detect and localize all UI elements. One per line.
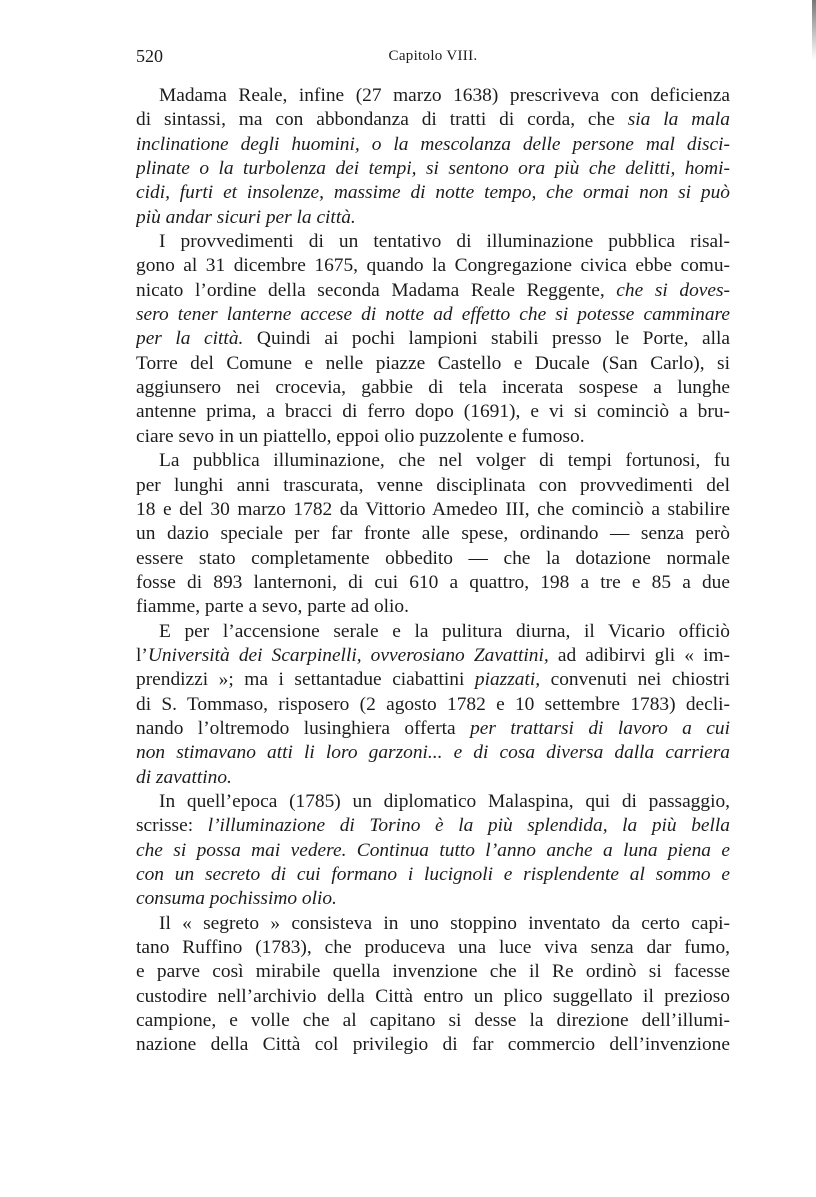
text-line: fiamme, parte a sevo, parte ad olio. — [136, 596, 409, 618]
text-run: convenuti nei chiostri — [540, 669, 730, 691]
text-line — [136, 279, 730, 303]
text-run: prendizzi »; ma i settantadue ciabattini — [136, 669, 475, 691]
text-run: nando l’oltremodo lusinghiera offerta — [136, 717, 471, 739]
text-line: Torre del Comune e nelle piazze Castello e Ducale (San Carlo), si — [136, 352, 730, 374]
text-line: tano Ruffino (1783), che produceva una luce viva senza dar fumo, — [136, 937, 730, 959]
paragraph-1 — [136, 84, 730, 230]
page-number: 520 — [136, 46, 163, 66]
quoted-italic: sia la mala — [627, 109, 730, 131]
quoted-italic: piazzati, — [474, 669, 541, 691]
body-text — [136, 84, 730, 1058]
quoted-italic-line: inclinatione degli huomini, o la mescolanza delle persone mal disci- — [136, 133, 730, 155]
quoted-italic: per trattarsi di lavoro a cui — [470, 717, 730, 739]
quoted-italic-line: più andar sicuri per la città. — [136, 206, 356, 228]
text-line: Il « segreto » consisteva in uno stoppino inventato da certo capi- — [159, 912, 730, 934]
text-line: aggiunsero nei crocevia, gabbie di tela incerata sospese a lunghe — [136, 377, 730, 399]
chapter-title: Capitolo VIII. — [388, 48, 478, 64]
text-line: nazione della Città col privilegio di far commercio dell’invenzione — [136, 1034, 730, 1056]
text-line: un dazio speciale per far fronte alle spese, ordinando — senza però — [136, 523, 730, 545]
text-line — [136, 327, 730, 351]
quoted-italic-line: plinate o la turbolenza dei tempi, si sentono ora più che delitti, homi- — [136, 158, 730, 180]
quoted-italic-line: di zavattino. — [136, 766, 232, 788]
text-line — [136, 668, 730, 692]
paragraph-2 — [136, 230, 730, 449]
text-run: di sintassi, ma con abbondanza di tratti di corda, che — [136, 109, 628, 131]
quoted-italic-line: non stimavano atti li loro garzoni... e di cosa diversa dalla carriera — [136, 742, 730, 764]
text-line: E per l’accensione serale e la pulitura diurna, il Vicario officiò — [159, 620, 730, 642]
paragraph-6 — [136, 912, 730, 1058]
running-header — [136, 46, 730, 74]
text-line — [136, 108, 730, 132]
quoted-italic-line: cidi, furti et insolenze, massime di notte tempo, che ormai non si può — [136, 182, 730, 204]
text-line: In quell’epoca (1785) un diplomatico Malaspina, qui di passaggio, — [159, 790, 730, 812]
text-line — [136, 717, 730, 741]
text-run: l’ — [136, 644, 148, 666]
quoted-italic-line: consuma pochissimo olio. — [136, 888, 337, 910]
paragraph-3 — [136, 449, 730, 619]
text-run: Quindi ai pochi lampioni stabili presso le Porte, alla — [243, 328, 730, 350]
text-run: scrisse: — [136, 815, 208, 837]
text-run: ad adibirvi gli « im- — [548, 644, 730, 666]
text-line — [136, 644, 730, 668]
text-line: antenne prima, a bracci di ferro dopo (1691), e vi si cominciò a bru- — [136, 401, 730, 423]
text-line: La pubblica illuminazione, che nel volger di tempi fortunosi, fu — [159, 450, 730, 472]
text-line: I provvedimenti di un tentativo di illuminazione pubblica risal- — [159, 231, 730, 253]
text-line: custodire nell’archivio della Città entro un plico suggellato il prezioso — [136, 985, 730, 1007]
quoted-italic-line: che si possa mai vedere. Continua tutto l’anno anche a luna piena e — [136, 839, 730, 861]
text-line — [136, 814, 730, 838]
text-line: 18 e del 30 marzo 1782 da Vittorio Amedeo III, che cominciò a stabilire — [136, 498, 730, 520]
text-line: gono al 31 dicembre 1675, quando la Congregazione civica ebbe comu- — [136, 255, 730, 277]
scan-edge-shadow — [812, 0, 816, 60]
text-line: campione, e volle che al capitano si desse la direzione dell’illumi- — [136, 1010, 730, 1032]
paragraph-5 — [136, 790, 730, 912]
text-line: essere stato completamente obbedito — che la dotazione normale — [136, 547, 730, 569]
quoted-italic: Università dei Scarpinelli, ovverosiano Zavattini, — [147, 644, 549, 666]
quoted-italic: l’illuminazione di Torino è la più splendida, la più bella — [207, 815, 730, 837]
quoted-italic: per la città. — [136, 328, 244, 350]
text-line: Madama Reale, infine (27 marzo 1638) prescriveva con deficienza — [159, 85, 730, 106]
paragraph-4 — [136, 620, 730, 790]
text-line: fosse di 893 lanternoni, di cui 610 a quattro, 198 a tre e 85 a due — [136, 571, 730, 593]
text-line: ciare sevo in un piattello, eppoi olio puzzolente e fumoso. — [136, 425, 585, 447]
text-line: di S. Tommaso, risposero (2 agosto 1782 e 10 settembre 1783) decli- — [136, 693, 730, 715]
text-line: per lunghi anni trascurata, venne disciplinata con provvedimenti del — [136, 474, 730, 496]
text-line: e parve così mirabile quella invenzione che il Re ordinò si facesse — [136, 961, 730, 983]
quoted-italic-line: con un secreto di cui formano i lucignoli e risplendente al sommo e — [136, 864, 730, 885]
quoted-italic-line: sero tener lanterne accese di notte ad effetto che si potesse camminare — [136, 304, 730, 326]
quoted-italic: che si doves- — [616, 279, 730, 301]
text-run: nicato l’ordine della seconda Madama Reale Reggente, — [136, 279, 617, 301]
